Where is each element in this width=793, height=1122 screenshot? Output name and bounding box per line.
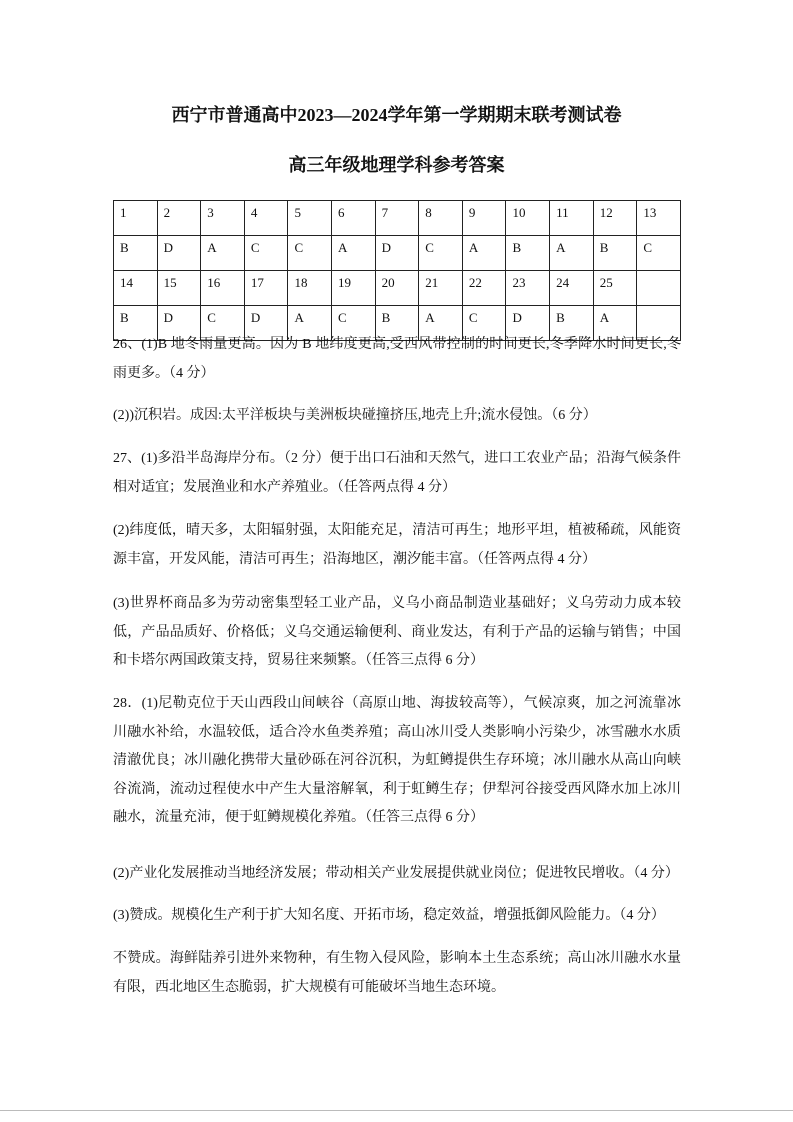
table-cell: 18: [288, 271, 332, 306]
answer-26-1: 26、(1)B 地冬雨量更高。因为 B 地纬度更高,受西风带控制的时间更长,冬季降水时间更长,冬雨更多。（4 分）: [113, 337, 681, 381]
table-cell: B: [114, 306, 158, 341]
table-cell: D: [157, 236, 201, 271]
answer-27-2: (2)纬度低，晴天多，太阳辐射强，太阳能充足，清洁可再生；地形平坦，植被稀疏，风能资源丰富，开发风能，清洁可再生；沿海地区，潮汐能丰富。（任答两点得 4 分）: [113, 523, 681, 567]
table-cell: B: [114, 236, 158, 271]
table-cell: 25: [593, 271, 637, 306]
page-bottom-divider: [0, 1110, 793, 1111]
table-cell: 20: [375, 271, 419, 306]
answer-28-3-disagree: 不赞成。海鲜陆养引进外来物种，有生物入侵风险，影响本土生态系统；高山冰川融水水量有限，西北地区生态脆弱，扩大规模有可能破坏当地生态环境。: [113, 951, 681, 995]
table-cell: D: [506, 306, 550, 341]
table-cell: 13: [637, 201, 681, 236]
table-cell: 12: [593, 201, 637, 236]
table-cell: 15: [157, 271, 201, 306]
table-cell: C: [637, 236, 681, 271]
table-cell: 6: [332, 201, 376, 236]
document-title: 西宁市普通高中2023—2024学年第一学期期末联考测试卷: [171, 105, 622, 125]
table-cell: 24: [550, 271, 594, 306]
table-cell: A: [593, 306, 637, 341]
table-cell: A: [332, 236, 376, 271]
table-cell: C: [244, 236, 288, 271]
answer-table: [113, 200, 681, 341]
table-cell: A: [550, 236, 594, 271]
table-cell: 3: [201, 201, 245, 236]
table-cell: 8: [419, 201, 463, 236]
table-cell: D: [157, 306, 201, 341]
answer-27-1: 27、(1)多沿半岛海岸分布。（2 分）便于出口石油和天然气，进口工农业产品；沿海气候条件相对适宜；发展渔业和水产养殖业。（任答两点得 4 分）: [113, 451, 681, 495]
question-number-row: [114, 201, 681, 236]
table-cell: C: [462, 306, 506, 341]
answer-28-3-agree: (3)赞成。规模化生产利于扩大知名度、开拓市场，稳定效益，增强抵御风险能力。（4 分）: [113, 908, 665, 923]
table-cell: 17: [244, 271, 288, 306]
table-cell: B: [550, 306, 594, 341]
table-cell: 7: [375, 201, 419, 236]
table-cell: 9: [462, 201, 506, 236]
table-cell: C: [201, 306, 245, 341]
answer-27-3: (3)世界杯商品多为劳动密集型轻工业产品，义乌小商品制造业基础好；义乌劳动力成本较低，产品品质好、价格低；义乌交通运输便利、商业发达，有利于产品的运输与销售；中国和卡塔尔两国政策支持，贸易往来频繁。（任答三点得 6 分）: [113, 596, 681, 669]
table-cell: 5: [288, 201, 332, 236]
table-cell: A: [288, 306, 332, 341]
table-cell: 1: [114, 201, 158, 236]
table-cell: 14: [114, 271, 158, 306]
table-cell: 11: [550, 201, 594, 236]
table-cell: C: [288, 236, 332, 271]
table-cell: C: [419, 236, 463, 271]
answer-28-2: (2)产业化发展推动当地经济发展；带动相关产业发展提供就业岗位；促进牧民增收。（4 分）: [113, 866, 679, 881]
table-cell: D: [375, 236, 419, 271]
table-cell: B: [506, 236, 550, 271]
table-cell: 21: [419, 271, 463, 306]
table-cell: 4: [244, 201, 288, 236]
table-cell: 19: [332, 271, 376, 306]
table-cell: A: [462, 236, 506, 271]
table-cell: 16: [201, 271, 245, 306]
table-cell: B: [593, 236, 637, 271]
table-cell: A: [201, 236, 245, 271]
table-cell: 22: [462, 271, 506, 306]
table-cell: D: [244, 306, 288, 341]
question-number-row: [114, 271, 681, 306]
table-cell: 23: [506, 271, 550, 306]
table-cell: 10: [506, 201, 550, 236]
document-subtitle: 高三年级地理学科参考答案: [288, 155, 505, 175]
answer-28-1: 28．(1)尼勒克位于天山西段山间峡谷（高原山地、海拔较高等），气候凉爽，加之河流靠冰川融水补给，水温较低，适合冷水鱼类养殖；高山冰川受人类影响小污染少，冰雪融水水质清澈优良；冰川融化携带大量砂砾在河谷沉积，为虹鳟提供生存环境；冰川融水从高山向峡谷流淌，流动过程使水中产生大量溶解氧，利于虹鳟生存；伊犁河谷接受西风降水加上冰川融水，流量充沛，便于虹鳟规模化养殖。（任答三点得 6 分）: [113, 696, 681, 826]
answer-row: [114, 236, 681, 271]
answer-26-2: (2))沉积岩。成因:太平洋板块与美洲板块碰撞挤压,地壳上升;流水侵蚀。（6 分）: [113, 408, 597, 423]
table-cell: 2: [157, 201, 201, 236]
table-cell: C: [332, 306, 376, 341]
table-cell: A: [419, 306, 463, 341]
table-cell: B: [375, 306, 419, 341]
table-cell: [637, 271, 681, 306]
